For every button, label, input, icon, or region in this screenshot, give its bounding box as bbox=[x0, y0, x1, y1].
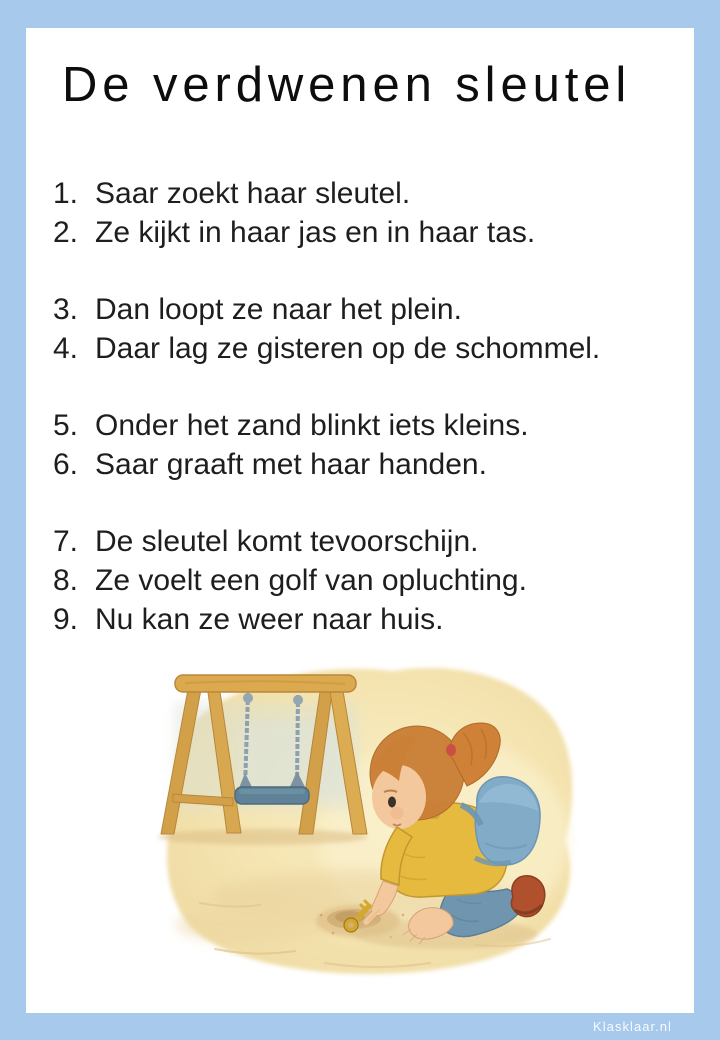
list-text: Saar zoekt haar sleutel. bbox=[95, 177, 411, 210]
list-number: 5. bbox=[53, 409, 79, 442]
list-text: Ze voelt een golf van opluchting. bbox=[95, 564, 527, 597]
list-text: Nu kan ze weer naar huis. bbox=[95, 603, 444, 636]
list-item bbox=[53, 406, 673, 445]
list-number: 3. bbox=[53, 293, 79, 326]
sand-shading-left bbox=[175, 907, 335, 943]
sentence-group-4 bbox=[53, 522, 673, 639]
page-title: De verdwenen sleutel bbox=[62, 58, 632, 112]
list-text: Onder het zand blinkt iets kleins. bbox=[95, 409, 529, 442]
swing-seat-highlight bbox=[239, 789, 305, 794]
sentence-group-3 bbox=[53, 406, 673, 484]
chain-knot-right bbox=[293, 695, 303, 705]
hair-tie bbox=[446, 744, 456, 756]
list-number: 8. bbox=[53, 564, 79, 597]
girl-blush bbox=[391, 807, 404, 820]
sentence-group-1 bbox=[53, 174, 673, 252]
list-number: 2. bbox=[53, 216, 79, 249]
list-item bbox=[53, 213, 673, 252]
list-number: 4. bbox=[53, 332, 79, 365]
chain-knot-left bbox=[243, 693, 253, 703]
sentence-group-2 bbox=[53, 290, 673, 368]
list-item bbox=[53, 561, 673, 600]
list-number: 9. bbox=[53, 603, 79, 636]
story-list bbox=[53, 174, 673, 677]
list-item bbox=[53, 445, 673, 484]
list-text: Daar lag ze gisteren op de schommel. bbox=[95, 332, 601, 365]
swing-shadow bbox=[158, 829, 368, 845]
list-item bbox=[53, 522, 673, 561]
watermark: Klasklaar.nl bbox=[593, 1019, 672, 1034]
girl-eye bbox=[388, 797, 396, 808]
list-item bbox=[53, 600, 673, 639]
list-text: Saar graaft met haar handen. bbox=[95, 448, 487, 481]
list-text: Ze kijkt in haar jas en in haar tas. bbox=[95, 216, 536, 249]
playground-illustration bbox=[145, 653, 585, 983]
list-text: De sleutel komt tevoorschijn. bbox=[95, 525, 479, 558]
list-item bbox=[53, 329, 673, 368]
worksheet-content bbox=[26, 28, 694, 1013]
list-number: 6. bbox=[53, 448, 79, 481]
list-number: 7. bbox=[53, 525, 79, 558]
list-item bbox=[53, 290, 673, 329]
list-item bbox=[53, 174, 673, 213]
key-bow-hole bbox=[348, 922, 354, 928]
list-number: 1. bbox=[53, 177, 79, 210]
list-text: Dan loopt ze naar het plein. bbox=[95, 293, 462, 326]
